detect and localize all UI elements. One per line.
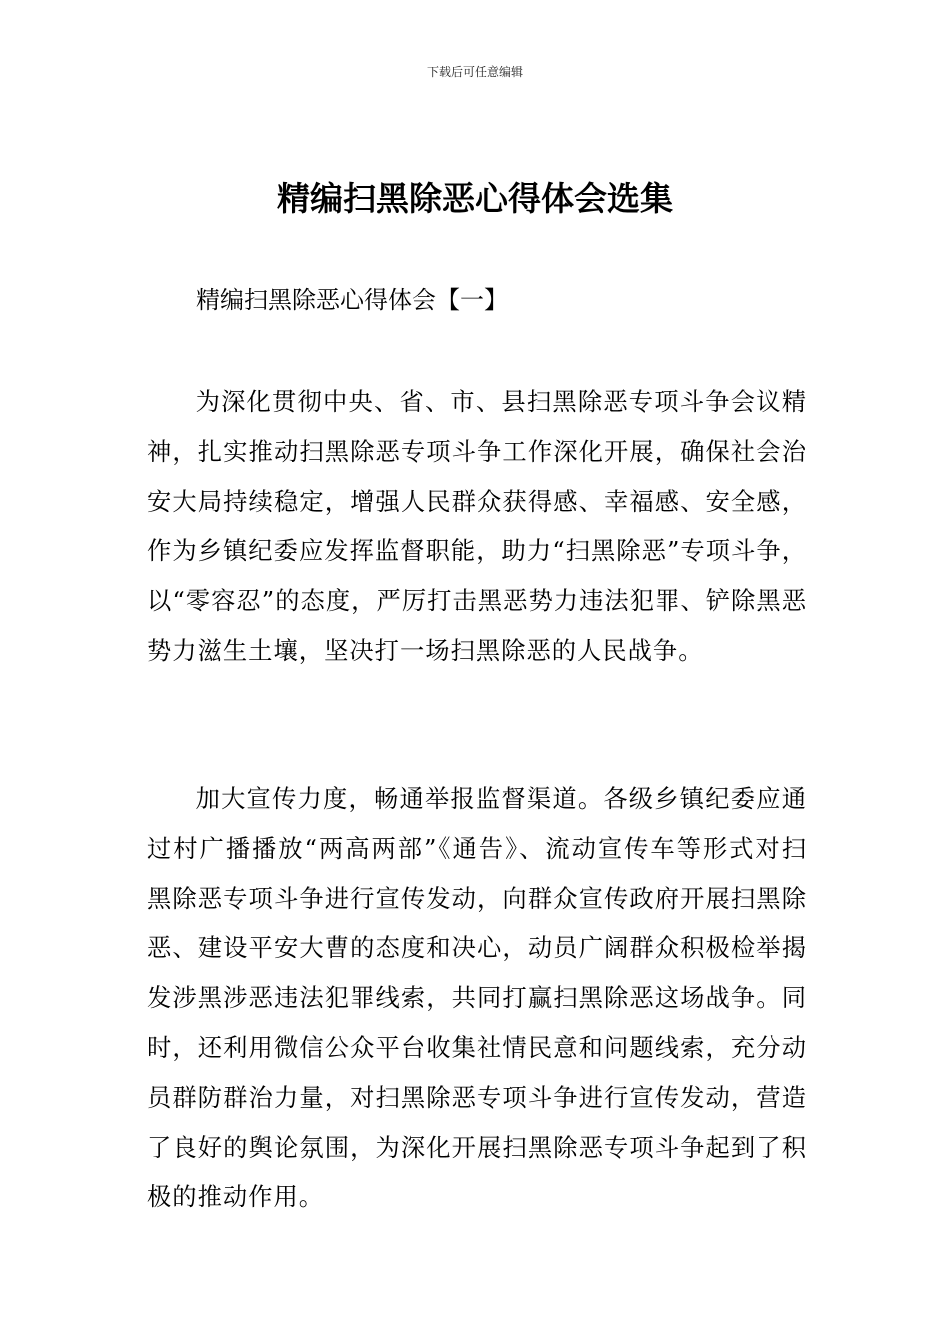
page-header-note: 下载后可任意编辑 <box>426 65 523 79</box>
document-title: 精编扫黑除恶心得体会选集 <box>277 179 673 218</box>
body-paragraph-1: 为深化贯彻中央、省、市、县扫黑除恶专项斗争会议精神，扎实推动扫黑除恶专项斗争工作深化开展，确保社会治安大局持续稳定，增强人民群众获得感、幸福感、安全感，作为乡镇纪委应发挥监督职能，助力“扫黑除恶”专项斗争，以“零容忍”的态度，严厉打击黑恶势力违法犯罪、铲除黑恶势力滋生土壤，坚决打一场扫黑除恶的人民战争。 <box>147 387 807 665</box>
section-heading: 精编扫黑除恶心得体会【一】 <box>196 286 508 314</box>
body-paragraph-2: 加大宣传力度，畅通举报监督渠道。各级乡镇纪委应通过村广播播放“两高两部”《通告》、流动宣传车等形式对扫黑除恶专项斗争进行宣传发动，向群众宣传政府开展扫黑除恶、建设平安大曹的态度和决心，动员广阔群众积极检举揭发涉黑涉恶违法犯罪线索，共同打赢扫黑除恶这场战争。同时，还利用微信公众平台收集社情民意和问题线索，充分动员群防群治力量，对扫黑除恶专项斗争进行宣传发动，营造了良好的舆论氛围，为深化开展扫黑除恶专项斗争起到了积极的推动作用。 <box>147 784 807 1212</box>
